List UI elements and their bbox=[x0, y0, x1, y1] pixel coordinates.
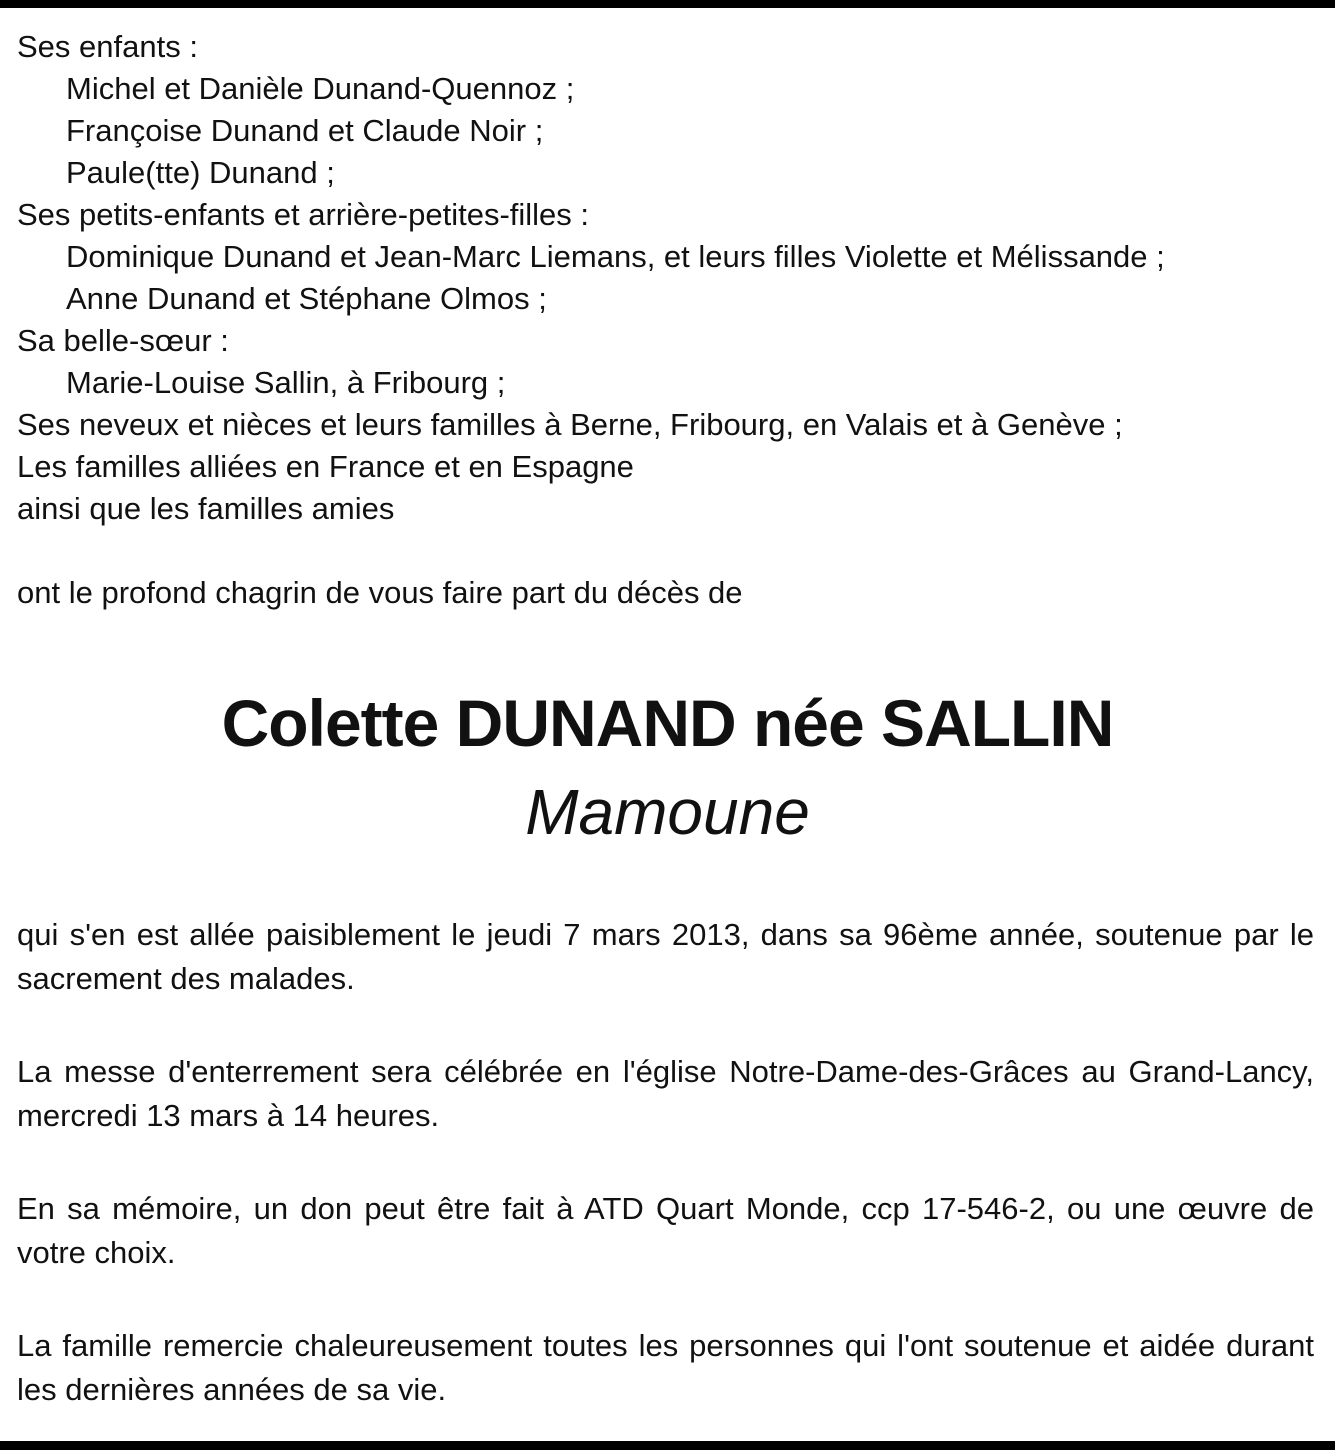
family-member-line: Françoise Dunand et Claude Noir ; bbox=[66, 113, 544, 148]
family-member-line: Michel et Danièle Dunand-Quennoz ; bbox=[66, 71, 575, 106]
family-member-line: Anne Dunand et Stéphane Olmos ; bbox=[66, 281, 547, 316]
deceased-name: Colette DUNAND née SALLIN bbox=[221, 686, 1114, 760]
intro-text: ont le profond chagrin de vous faire part du décès de bbox=[17, 575, 743, 610]
family-group-heading: Ses petits-enfants et arrière-petites-filles : bbox=[17, 197, 590, 232]
family-group-heading: Les familles alliées en France et en Espagne bbox=[17, 449, 634, 484]
paragraph-death: qui s'en est allée paisiblement le jeudi 7 mars 2013, dans sa 96ème année, soutenue par le sacrement des malades. bbox=[17, 917, 1314, 996]
family-member-line: Dominique Dunand et Jean-Marc Liemans, et leurs filles Violette et Mélissande ; bbox=[66, 239, 1165, 274]
family-member-line: Marie-Louise Sallin, à Fribourg ; bbox=[66, 365, 506, 400]
paragraph-thanks: La famille remercie chaleureusement toutes les personnes qui l'ont soutenue et aidée durant les dernières années de sa vie. bbox=[17, 1328, 1314, 1407]
paragraph-donation: En sa mémoire, un don peut être fait à ATD Quart Monde, ccp 17-546-2, ou une œuvre de votre choix. bbox=[17, 1191, 1314, 1270]
bottom-border bbox=[0, 1441, 1335, 1450]
family-group-heading: Ses neveux et nièces et leurs familles à Berne, Fribourg, en Valais et à Genève ; bbox=[17, 407, 1123, 442]
paragraph-funeral: La messe d'enterrement sera célébrée en l'église Notre-Dame-des-Grâces au Grand-Lancy, mercredi 13 mars à 14 heures. bbox=[17, 1054, 1314, 1133]
family-group-heading: Ses enfants : bbox=[17, 29, 198, 64]
family-group-heading: ainsi que les familles amies bbox=[17, 491, 395, 526]
top-border bbox=[0, 0, 1335, 8]
nickname: Mamoune bbox=[525, 776, 810, 848]
family-member-line: Paule(tte) Dunand ; bbox=[66, 155, 335, 190]
family-group-heading: Sa belle-sœur : bbox=[17, 323, 229, 358]
family-list bbox=[17, 26, 1314, 614]
